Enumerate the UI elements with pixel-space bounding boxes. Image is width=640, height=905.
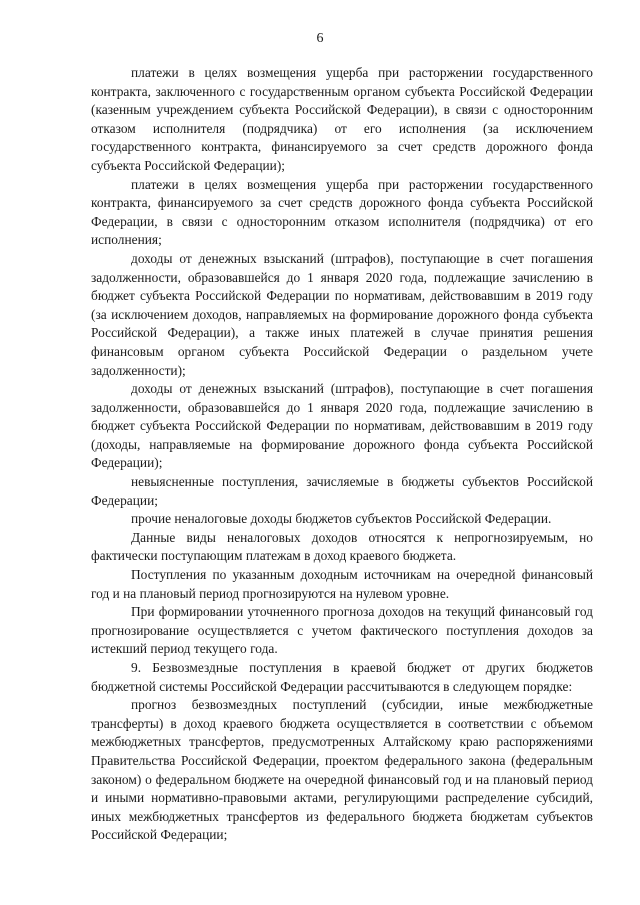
paragraph-7: Данные виды неналоговых доходов относятся к непрогнозируемым, но фактически поступающим платежам в доход краевого бюджета.: [91, 529, 593, 564]
paragraph-11: прогноз безвозмездных поступлений (субсидии, иные межбюджетные трансферты) в доход краевого бюджета осуществляется в соответствии с объемом межбюджетных трансфертов, предусмотренных Алтайскому краю распоряжениями Правительства Российской Федерации, проектом федерального закона (федеральным законом) о федеральном бюджете на очередной финансовый год и на плановый период и иными нормативно-правовыми актами, регулирующими распределение субсидий, иных межбюджетных трансфертов из федерального бюджета бюджетам субъектов Российской Федерации;: [91, 697, 593, 843]
paragraph-10: 9. Безвозмездные поступления в краевой бюджет от других бюджетов бюджетной системы Российской Федерации рассчитываются в следующем порядке:: [91, 660, 593, 694]
paragraph-2: платежи в целях возмещения ущерба при расторжении государственного контракта, финансируемого за счет средств дорожного фонда субъекта Российской Федерации, в связи с односторонним отказом исполнителя (подрядчика) от его исполнения;: [91, 176, 593, 248]
paragraph-6: прочие неналоговые доходы бюджетов субъектов Российской Федерации.: [131, 511, 552, 527]
paragraph-4: доходы от денежных взысканий (штрафов), поступающие в счет погашения задолженности, образовавшейся до 1 января 2020 года, подлежащие зачислению в бюджет субъекта Российской Федерации по нормативам, действовавшим в 2019 году (доходы, направляемые на формирование дорожного фонда субъекта Российской Федерации);: [91, 381, 593, 471]
page-number: 6: [316, 31, 324, 46]
paragraph-8: Поступления по указанным доходным источникам на очередной финансовый год и на плановый период прогнозируются на нулевом уровне.: [91, 567, 593, 601]
document-body: [91, 64, 593, 845]
paragraph-1: платежи в целях возмещения ущерба при расторжении государственного контракта, заключенного с государственным органом субъекта Российской Федерации (казенным учреждением субъекта Российской Федерации), в связи с односторонним отказом исполнителя (подрядчика) от его исполнения (за исключением государственного контракта, финансируемого за счет средств дорожного фонда субъекта Российской Федерации);: [91, 65, 593, 173]
paragraph-9: При формировании уточненного прогноза доходов на текущий финансовый год прогнозирование осуществляется с учетом фактического поступления доходов за истекший период текущего года.: [91, 604, 593, 657]
paragraph-5: невыясненные поступления, зачисляемые в бюджеты субъектов Российской Федерации;: [91, 474, 593, 508]
paragraph-3: доходы от денежных взысканий (штрафов), поступающие в счет погашения задолженности, образовавшейся до 1 января 2020 года, подлежащие зачислению в бюджет субъекта Российской Федерации по нормативам, действовавшим в 2019 году (за исключением доходов, направляемых на формирование дорожного фонда субъекта Российской Федерации), а также иных платежей в случае принятия решения финансовым органом субъекта Российской Федерации о раздельном учете задолженности);: [91, 250, 593, 378]
